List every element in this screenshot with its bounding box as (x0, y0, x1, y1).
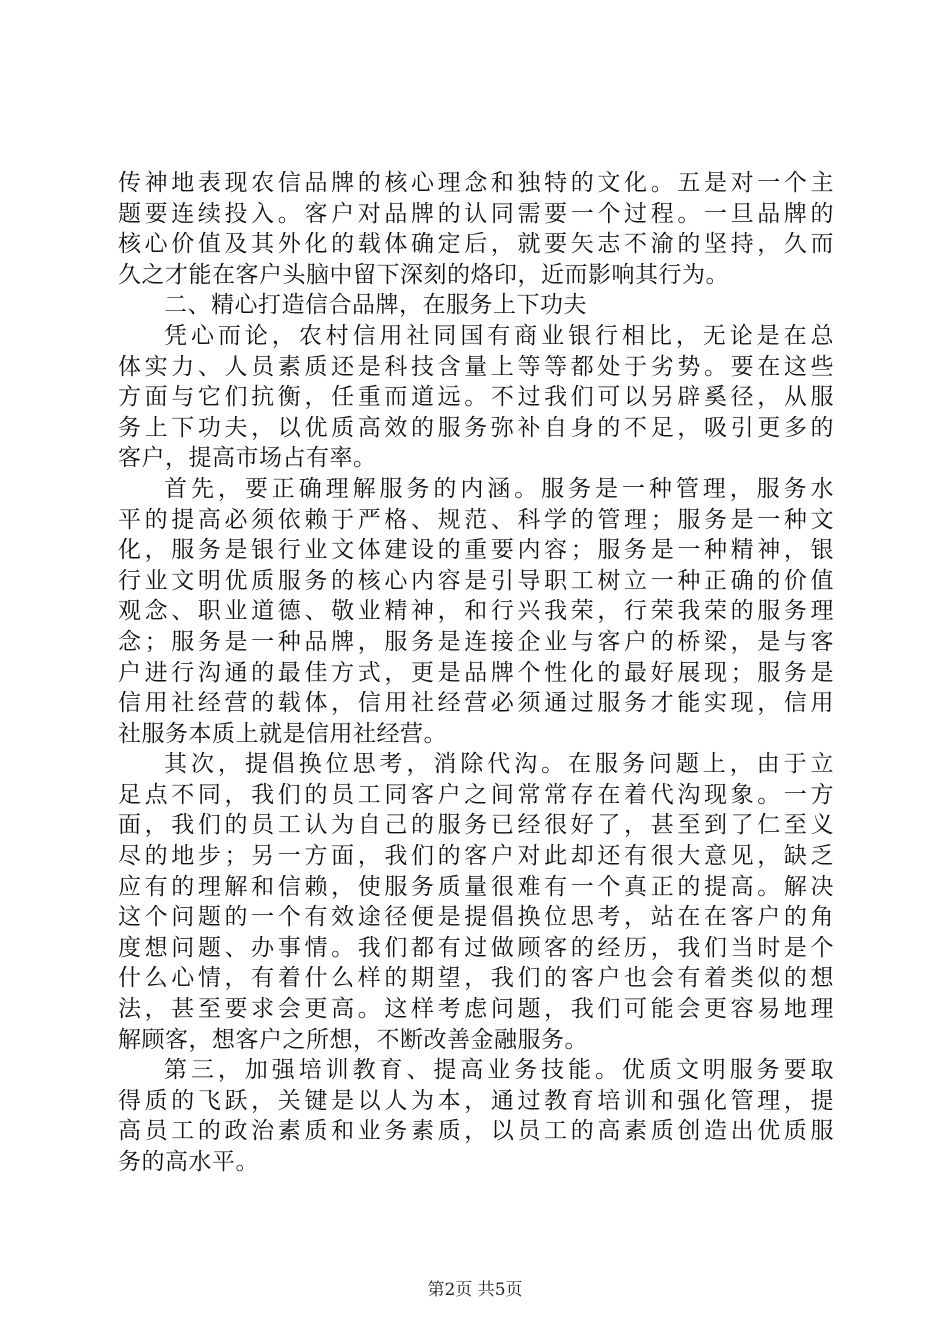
text-line: 传神地表现农信品牌的核心理念和独特的文化。五是对一个主 (118, 170, 834, 196)
text-line: 度想问题、办事情。我们都有过做顾客的经历，我们当时是个 (118, 934, 834, 961)
text-line: 题要连续投入。客户对品牌的认同需要一个过程。一旦品牌的 (118, 200, 834, 227)
text-line: 解顾客，想客户之所想，不断改善金融服务。 (118, 1026, 588, 1053)
text-line: 这个问题的一个有效途径便是提倡换位思考，站在在客户的角 (118, 904, 834, 931)
text-line: 核心价值及其外化的载体确定后，就要矢志不渝的坚持，久而 (118, 231, 834, 258)
body-text (118, 168, 834, 1178)
page-footer: 第2页 共5页 (427, 1280, 523, 1300)
text-line: 尽的地步；另一方面，我们的客户对此却还有很大意见，缺乏 (118, 843, 834, 870)
text-line: 客户，提高市场占有率。 (118, 445, 377, 472)
text-line: 其次，提倡换位思考，消除代沟。在服务问题上，由于立 (164, 751, 834, 778)
text-line: 久之才能在客户头脑中留下深刻的烙印，近而影响其行为。 (118, 261, 729, 288)
text-line: 什么心情，有着什么样的期望，我们的客户也会有着类似的想 (118, 965, 834, 992)
text-line: 方面与它们抗衡，任重而道远。不过我们可以另辟奚径，从服 (118, 384, 834, 411)
text-line: 第三，加强培训教育、提高业务技能。优质文明服务要取 (164, 1057, 834, 1084)
text-line: 法，甚至要求会更高。这样考虑问题，我们可能会更容易地理 (118, 996, 834, 1023)
text-line: 化，服务是银行业文体建设的重要内容；服务是一种精神，银 (118, 537, 834, 564)
text-line: 体实力、人员素质还是科技含量上等等都处于劣势。要在这些 (118, 353, 834, 380)
text-line: 信用社经营的载体，信用社经营必须通过服务才能实现，信用 (118, 690, 834, 717)
text-line: 应有的理解和信赖，使服务质量很难有一个真正的提高。解决 (118, 873, 834, 900)
text-line: 务上下功夫，以优质高效的服务弥补自身的不足，吸引更多的 (118, 414, 834, 441)
text-line: 首先，要正确理解服务的内涵。服务是一种管理，服务水 (164, 475, 834, 502)
text-line: 户进行沟通的最佳方式，更是品牌个性化的最好展现；服务是 (118, 659, 834, 686)
text-line: 足点不同，我们的员工同客户之间常常存在着代沟现象。一方 (118, 781, 834, 808)
text-line: 面，我们的员工认为自己的服务已经很好了，甚至到了仁至义 (118, 812, 834, 839)
text-line: 行业文明优质服务的核心内容是引导职工树立一种正确的价值 (118, 567, 834, 594)
text-line: 社服务本质上就是信用社经营。 (118, 720, 447, 747)
text-line: 高员工的政治素质和业务素质，以员工的高素质创造出优质服 (118, 1118, 834, 1145)
text-line: 念；服务是一种品牌，服务是连接企业与客户的桥梁，是与客 (118, 628, 834, 655)
text-line: 凭心而论，农村信用社同国有商业银行相比，无论是在总 (164, 322, 834, 349)
text-line: 二、精心打造信合品牌，在服务上下功夫 (164, 292, 587, 319)
text-line: 得质的飞跃，关键是以人为本，通过教育培训和强化管理，提 (118, 1087, 834, 1114)
text-line: 平的提高必须依赖于严格、规范、科学的管理；服务是一种文 (118, 506, 834, 533)
text-line: 务的高水平。 (118, 1149, 259, 1175)
text-line: 观念、职业道德、敬业精神，和行兴我荣，行荣我荣的服务理 (118, 598, 834, 625)
